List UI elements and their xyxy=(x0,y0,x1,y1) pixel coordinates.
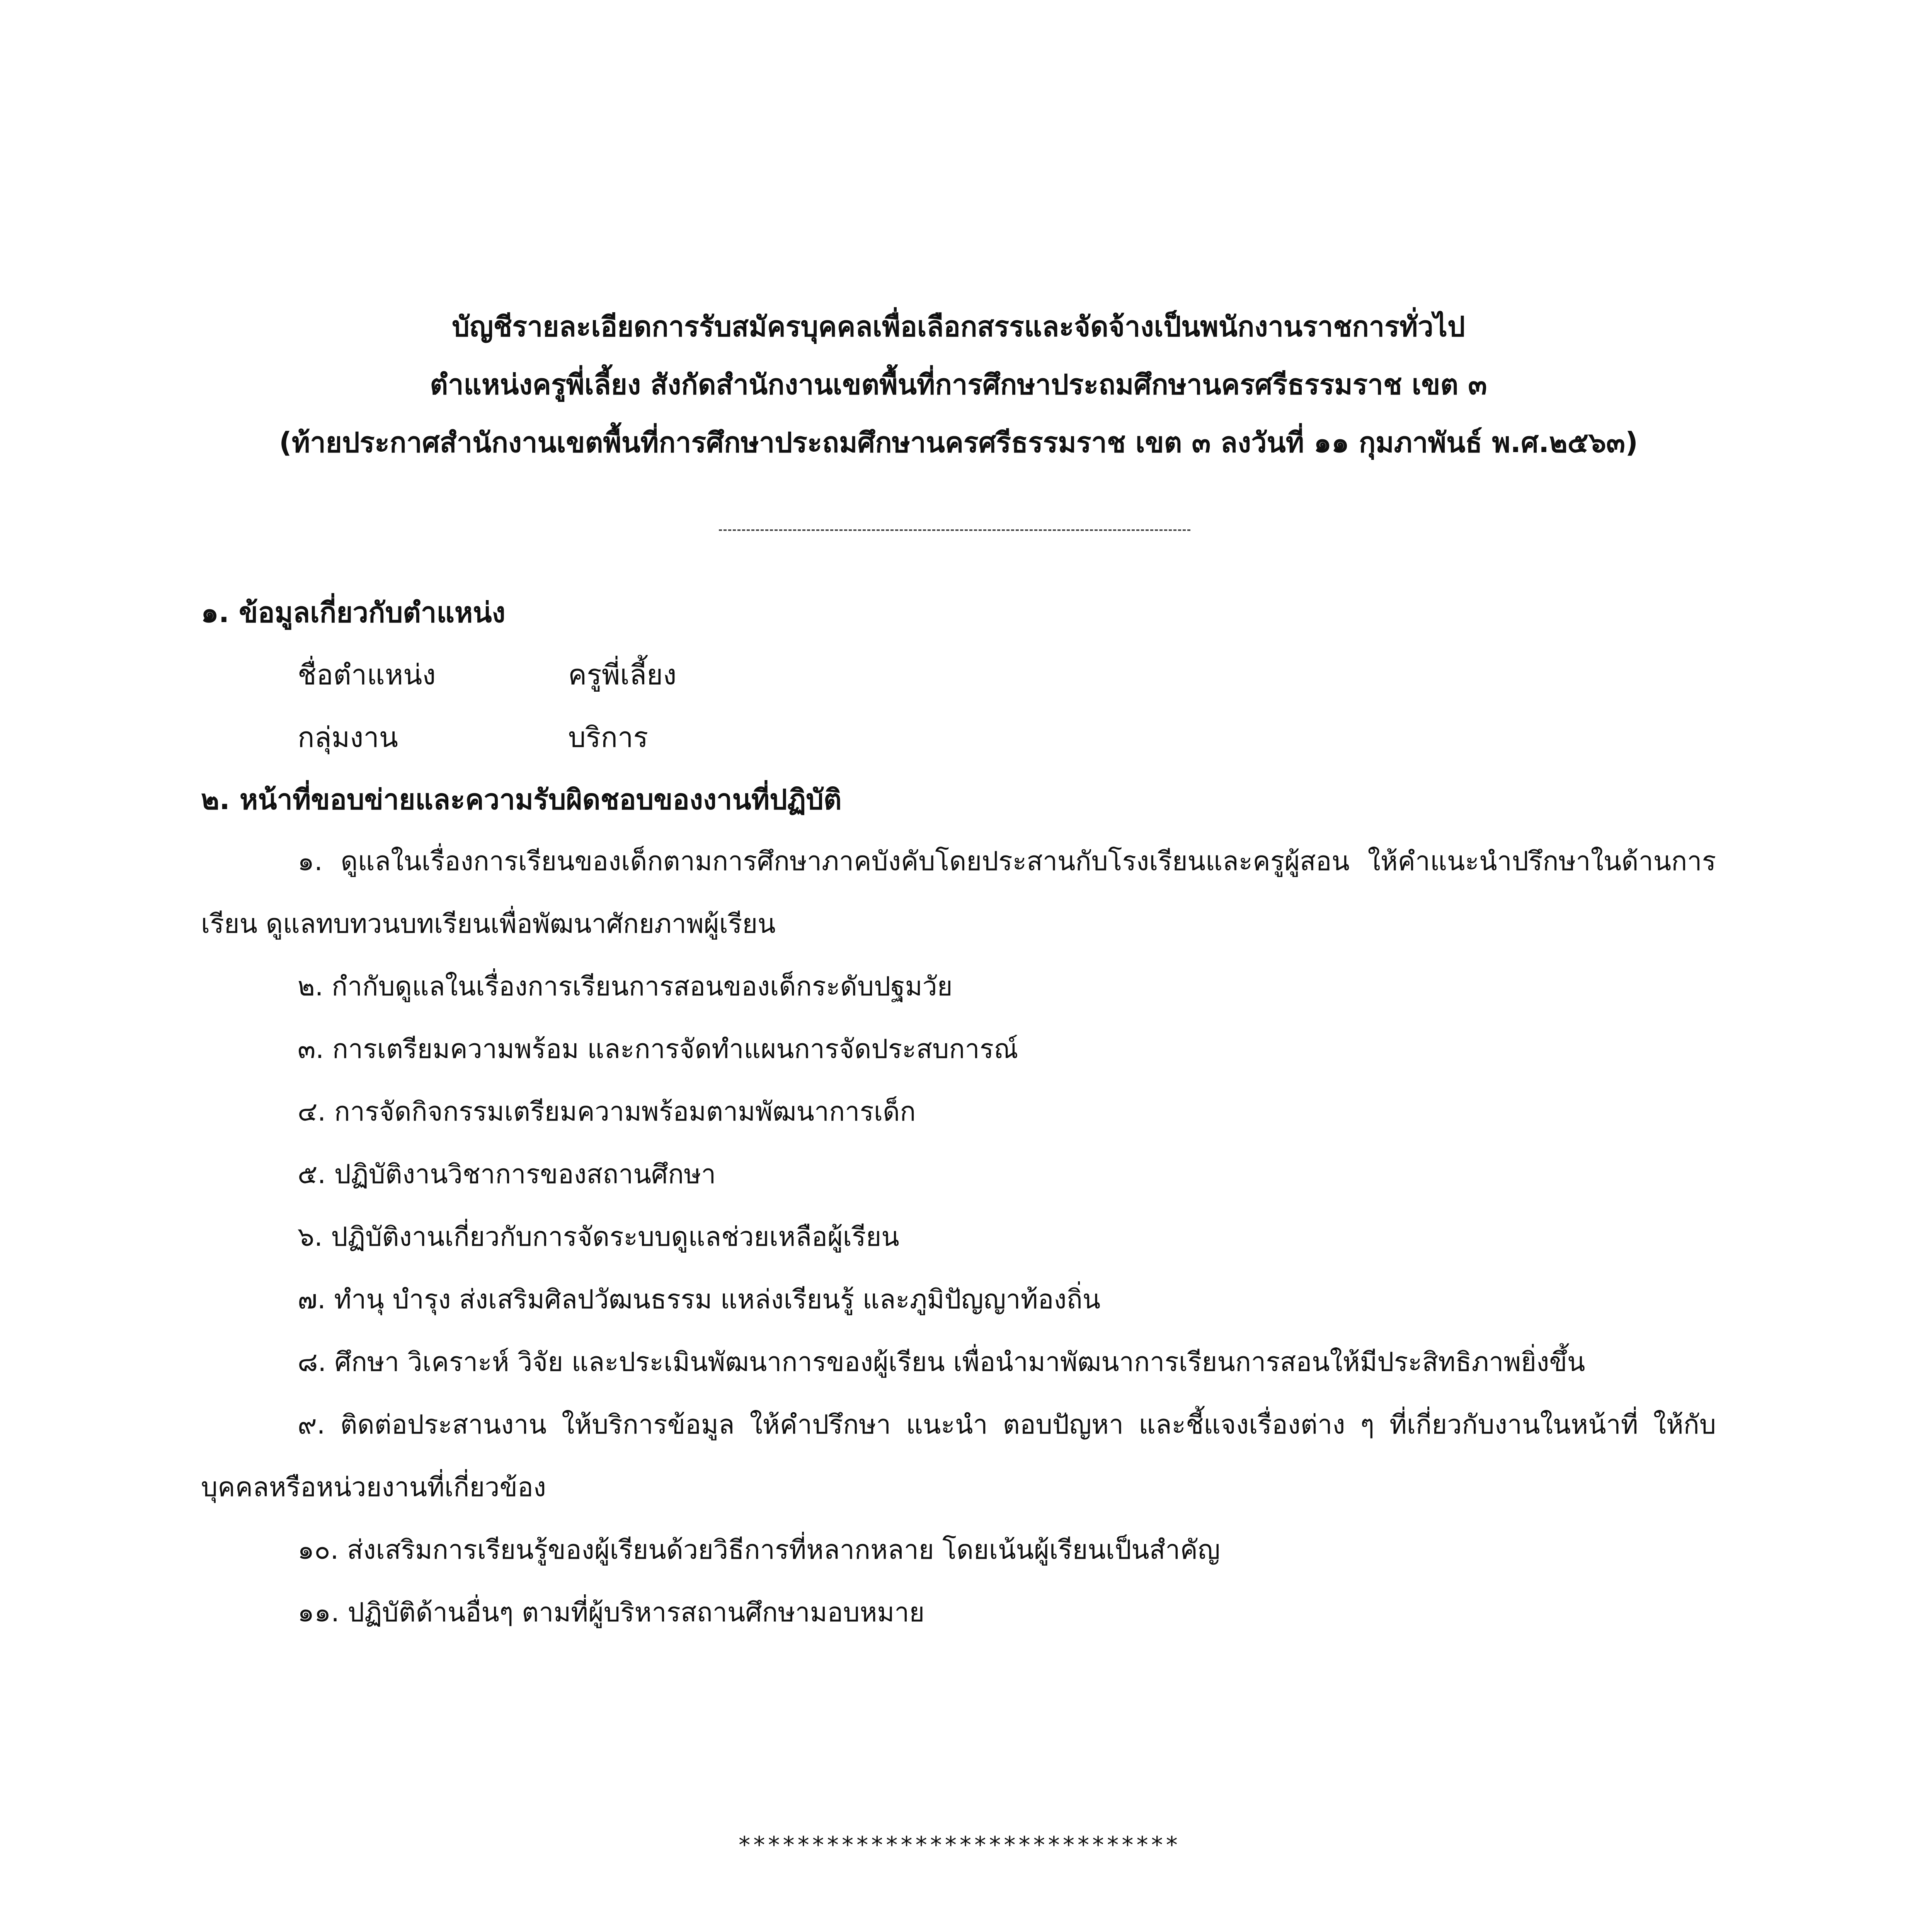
duty-item-8: ๘. ศึกษา วิเคราะห์ วิจัย และประเมินพัฒนาการของผู้เรียน เพื่อนำมาพัฒนาการเรียนการสอนให้มีประสิทธิภาพยิ่งขึ้น xyxy=(298,1347,1585,1378)
header-title-line-1: บัญชีรายละเอียดการรับสมัครบุคคลเพื่อเลือกสรรและจัดจ้างเป็นพนักงานราชการทั่วไป xyxy=(452,310,1465,343)
duty-item-6: ๖. ปฏิบัติงานเกี่ยวกับการจัดระบบดูแลช่วยเหลือผู้เรียน xyxy=(298,1222,899,1252)
position-name-value: ครูพี่เลี้ยง xyxy=(568,658,677,691)
duty-item-4: ๔. การจัดกิจกรรมเตรียมความพร้อมตามพัฒนาการเด็ก xyxy=(298,1097,916,1127)
header-divider xyxy=(719,529,1190,531)
section-2-heading: ๒. หน้าที่ขอบข่ายและความรับผิดชอบของงานที่ปฏิบัติ xyxy=(201,783,842,816)
duty-item-1: ๑. ดูแลในเรื่องการเรียนของเด็กตามการศึกษาภาคบังคับโดยประสานกับโรงเรียนและครูผู้สอน ให้คำแนะนำปรึกษาในด้านการเรียน ดูแลทบทวนบทเรียนเพื่อพัฒนาศักยภาพผู้เรียน xyxy=(201,846,1716,939)
position-name-label: ชื่อตำแหน่ง xyxy=(298,658,436,691)
duty-item-10: ๑๐. ส่งเสริมการเรียนรู้ของผู้เรียนด้วยวิธีการที่หลากหลาย โดยเน้นผู้เรียนเป็นสำคัญ xyxy=(298,1535,1220,1565)
duty-item-9: ๙. ติดต่อประสานงาน ให้บริการข้อมูล ให้คำปรึกษา แนะนำ ตอบปัญหา และชี้แจงเรื่องต่าง ๆ ที่เกี่ยวกับงานในหน้าที่ ให้กับบุคคลหรือหน่วยงานที่เกี่ยวข้อง xyxy=(201,1410,1716,1503)
header-title-line-3: (ท้ายประกาศสำนักงานเขตพื้นที่การศึกษาประถมศึกษานครศรีธรรมราช เขต ๓ ลงวันที่ ๑๑ กุมภาพันธ์ พ.ศ.๒๕๖๓) xyxy=(279,426,1638,459)
duty-item-11: ๑๑. ปฏิบัติด้านอื่นๆ ตามที่ผู้บริหารสถานศึกษามอบหมาย xyxy=(298,1597,925,1628)
section-1-heading: ๑. ข้อมูลเกี่ยวกับตำแหน่ง xyxy=(201,596,506,629)
position-name-row xyxy=(201,643,1716,706)
duty-item-5: ๕. ปฏิบัติงานวิชาการของสถานศึกษา xyxy=(298,1159,716,1190)
document-body xyxy=(201,582,1716,1644)
duty-list xyxy=(201,830,1716,1644)
work-group-value: บริการ xyxy=(568,721,649,753)
duty-item-7: ๗. ทำนุ บำรุง ส่งเสริมศิลปวัฒนธรรม แหล่งเรียนรู้ และภูมิปัญญาท้องถิ่น xyxy=(298,1284,1101,1315)
header-title-line-2: ตำแหน่งครูพี่เลี้ยง สังกัดสำนักงานเขตพื้นที่การศึกษาประถมศึกษานครศรีธรรมราช เขต ๓ xyxy=(430,368,1487,401)
end-separator: ****************************** xyxy=(737,1832,1180,1859)
duty-item-2: ๒. กำกับดูแลในเรื่องการเรียนการสอนของเด็กระดับปฐมวัย xyxy=(298,971,953,1002)
work-group-label: กลุ่มงาน xyxy=(298,721,398,753)
document-header xyxy=(0,298,1917,471)
duty-item-3: ๓. การเตรียมความพร้อม และการจัดทำแผนการจัดประสบการณ์ xyxy=(298,1034,1018,1065)
work-group-row xyxy=(201,706,1716,769)
